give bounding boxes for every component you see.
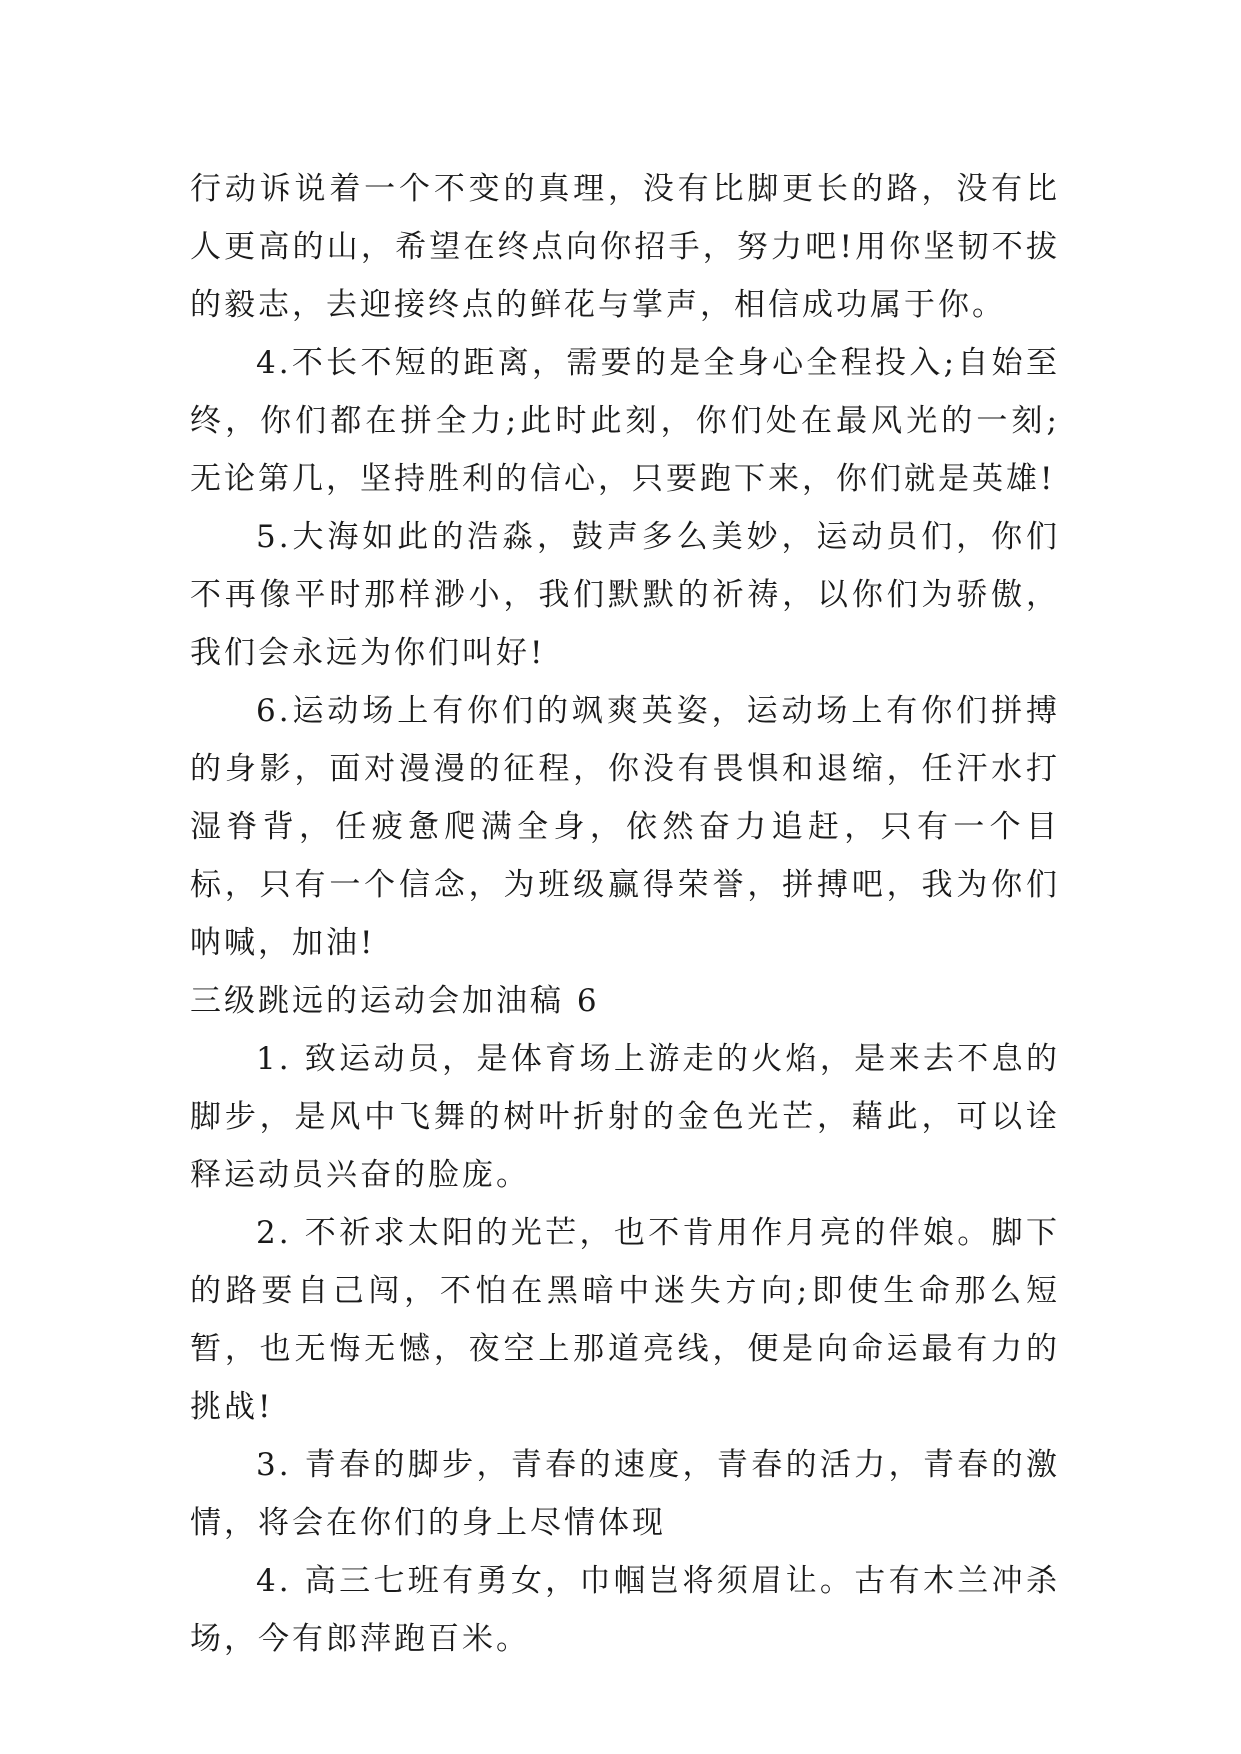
paragraph: 6.运动场上有你们的飒爽英姿，运动场上有你们拼搏的身影，面对漫漫的征程，你没有畏惧和退缩，任汗水打湿脊背，任疲惫爬满全身，依然奋力追赶，只有一个目标，只有一个信念，为班级赢得荣誉，拼搏吧，我为你们呐喊，加油! [190,693,1060,961]
paragraph: 5.大海如此的浩淼，鼓声多么美妙，运动员们，你们不再像平时那样渺小，我们默默的祈祷，以你们为骄傲，我们会永远为你们叫好! [190,519,1060,671]
paragraph: 1. 致运动员，是体育场上游走的火焰，是来去不息的脚步，是风中飞舞的树叶折射的金色光芒，藉此，可以诠释运动员兴奋的脸庞。 [190,1041,1060,1193]
paragraph: 4. 高三七班有勇女，巾帼岂将须眉让。古有木兰冲杀场，今有郎萍跑百米。 [190,1563,1060,1657]
document-body [190,160,1060,1668]
paragraph: 3. 青春的脚步，青春的速度，青春的活力，青春的激情，将会在你们的身上尽情体现 [190,1447,1060,1541]
paragraph: 行动诉说着一个不变的真理，没有比脚更长的路，没有比人更高的山，希望在终点向你招手，努力吧!用你坚韧不拔的毅志，去迎接终点的鲜花与掌声，相信成功属于你。 [190,171,1060,323]
paragraph: 4.不长不短的距离，需要的是全身心全程投入;自始至终，你们都在拼全力;此时此刻，你们处在最风光的一刻;无论第几，坚持胜利的信心，只要跑下来，你们就是英雄! [190,345,1060,497]
paragraph: 2. 不祈求太阳的光芒，也不肯用作月亮的伴娘。脚下的路要自己闯，不怕在黑暗中迷失方向;即使生命那么短暂，也无悔无憾，夜空上那道亮线，便是向命运最有力的挑战! [190,1215,1060,1425]
section-title: 三级跳远的运动会加油稿 6 [190,983,600,1019]
